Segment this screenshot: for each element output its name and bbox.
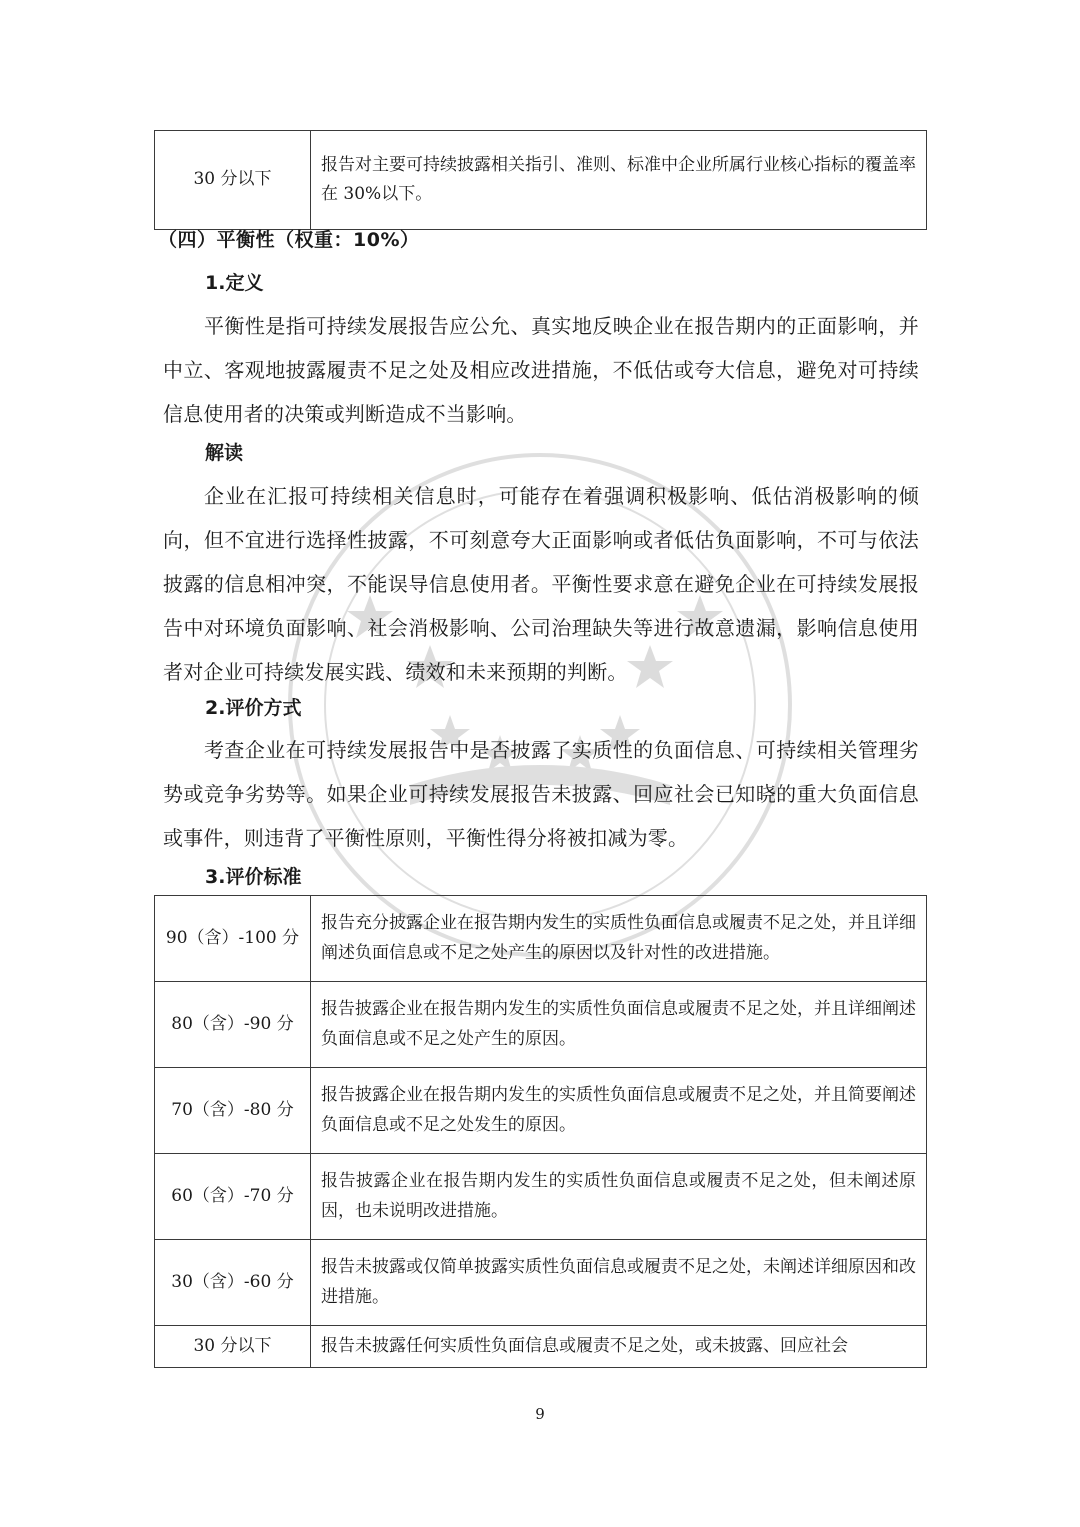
score-cell: 70（含）-80 分 xyxy=(155,1068,311,1154)
criteria-heading: 3.评价标准 xyxy=(205,866,302,888)
definition-heading: 1.定义 xyxy=(205,272,264,294)
criteria-score-table xyxy=(154,895,927,1368)
table-row xyxy=(155,982,927,1068)
description-cell: 报告披露企业在报告期内发生的实质性负面信息或履责不足之处，并且详细阐述负面信息或不足之处产生的原因。 xyxy=(311,982,927,1068)
definition-paragraph: 平衡性是指可持续发展报告应公允、真实地反映企业在报告期内的正面影响，并中立、客观地披露履责不足之处及相应改进措施，不低估或夸大信息，避免对可持续信息使用者的决策或判断造成不当影响。 xyxy=(163,314,919,426)
table-row xyxy=(155,1154,927,1240)
score-cell: 30 分以下 xyxy=(155,1326,311,1368)
table-row xyxy=(155,1240,927,1326)
score-cell: 30（含）-60 分 xyxy=(155,1240,311,1326)
interpretation-paragraph: 企业在汇报可持续相关信息时，可能存在着强调积极影响、低估消极影响的倾向，但不宜进行选择性披露，不可刻意夸大正面影响或者低估负面影响，不可与依法披露的信息相冲突，不能误导信息使用者。平衡性要求意在避免企业在可持续发展报告中对环境负面影响、社会消极影响、公司治理缺失等进行故意遗漏，影响信息使用者对企业可持续发展实践、绩效和未来预期的判断。 xyxy=(163,484,919,684)
section-heading: （四）平衡性（权重：10%） xyxy=(158,229,420,251)
method-heading: 2.评价方式 xyxy=(205,697,302,719)
description-cell: 报告未披露任何实质性负面信息或履责不足之处，或未披露、回应社会 xyxy=(311,1326,927,1368)
interpretation-heading: 解读 xyxy=(205,442,244,464)
score-cell: 90（含）-100 分 xyxy=(155,896,311,982)
method-paragraph: 考查企业在可持续发展报告中是否披露了实质性的负面信息、可持续相关管理劣势或竞争劣势等。如果企业可持续发展报告未披露、回应社会已知晓的重大负面信息或事件，则违背了平衡性原则，平衡性得分将被扣减为零。 xyxy=(163,738,919,850)
top-score-table xyxy=(154,130,927,230)
score-cell: 30 分以下 xyxy=(155,131,311,230)
table-row xyxy=(155,1326,927,1368)
description-cell: 报告对主要可持续披露相关指引、准则、标准中企业所属行业核心指标的覆盖率在 30%以下。 xyxy=(311,131,927,230)
description-cell: 报告未披露或仅简单披露实质性负面信息或履责不足之处，未阐述详细原因和改进措施。 xyxy=(311,1240,927,1326)
table-row xyxy=(155,131,927,230)
score-cell: 60（含）-70 分 xyxy=(155,1154,311,1240)
description-cell: 报告披露企业在报告期内发生的实质性负面信息或履责不足之处，并且简要阐述负面信息或不足之处发生的原因。 xyxy=(311,1068,927,1154)
page-number: 9 xyxy=(535,1405,545,1423)
score-cell: 80（含）-90 分 xyxy=(155,982,311,1068)
table-row xyxy=(155,1068,927,1154)
description-cell: 报告充分披露企业在报告期内发生的实质性负面信息或履责不足之处，并且详细阐述负面信息或不足之处产生的原因以及针对性的改进措施。 xyxy=(311,896,927,982)
description-cell: 报告披露企业在报告期内发生的实质性负面信息或履责不足之处，但未阐述原因，也未说明改进措施。 xyxy=(311,1154,927,1240)
table-row xyxy=(155,896,927,982)
